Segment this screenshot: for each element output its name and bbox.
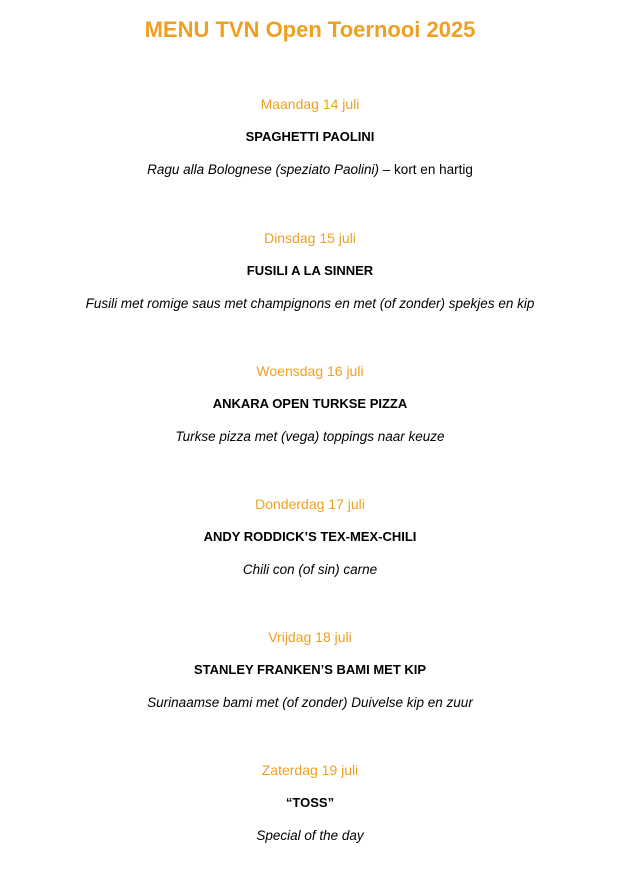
dish-description-italic: Special of the day	[256, 828, 364, 843]
menu-day-tuesday	[0, 229, 620, 363]
dish-name: SPAGHETTI PAOLINI	[245, 129, 375, 144]
dish-name: “TOSS”	[285, 795, 335, 810]
day-date: Woensdag 16 juli	[256, 363, 364, 379]
menu-day-saturday	[0, 761, 620, 895]
dish-description-italic: Turkse pizza met (vega) toppings naar keuze	[175, 429, 445, 444]
menu-day-thursday	[0, 495, 620, 629]
dish-name: ANDY RODDICK’S TEX-MEX-CHILI	[203, 529, 417, 544]
dish-name: ANKARA OPEN TURKSE PIZZA	[212, 396, 408, 411]
dish-description-italic: Fusili met romige saus met champignons en met (of zonder) spekjes en kip	[85, 296, 535, 311]
dish-description	[0, 827, 620, 845]
dish-description	[0, 694, 620, 712]
dish-description	[0, 428, 620, 446]
day-date: Zaterdag 19 juli	[261, 762, 359, 778]
day-date: Maandag 14 juli	[260, 96, 360, 112]
dish-description-italic: Surinaamse bami met (of zonder) Duivelse kip en zuur	[147, 695, 473, 710]
menu-day-friday	[0, 628, 620, 762]
dish-description	[0, 161, 620, 179]
day-date: Dinsdag 15 juli	[264, 230, 356, 246]
dish-description-italic: Chili con (of sin) carne	[242, 562, 378, 577]
dish-name: STANLEY FRANKEN’S BAMI MET KIP	[193, 662, 427, 677]
dish-description-plain: – kort en hartig	[379, 162, 473, 177]
menu-title: MENU TVN Open Toernooi 2025	[144, 17, 476, 42]
dish-description-italic: Ragu alla Bolognese (speziato Paolini)	[147, 162, 380, 177]
menu-day-monday	[0, 95, 620, 229]
day-date: Donderdag 17 juli	[255, 496, 365, 512]
dish-description	[0, 561, 620, 579]
dish-description	[0, 295, 620, 313]
day-date: Vrijdag 18 juli	[268, 629, 352, 645]
menu-day-wednesday	[0, 362, 620, 496]
dish-name: FUSILI A LA SINNER	[246, 263, 374, 278]
